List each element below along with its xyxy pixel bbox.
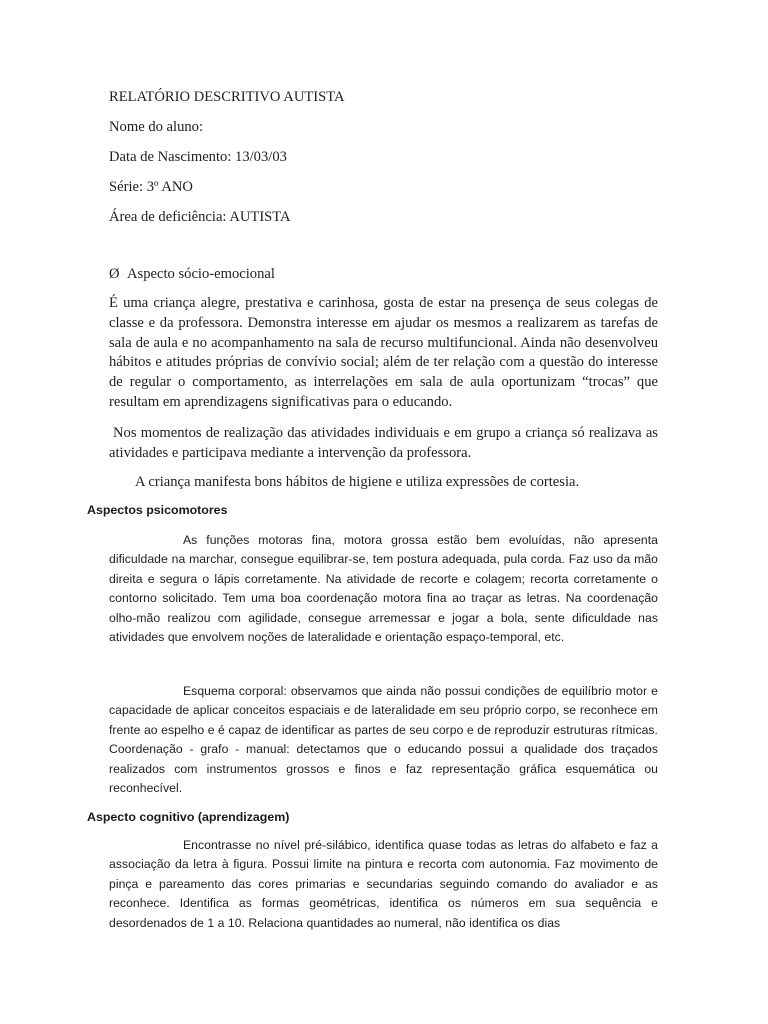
arrow-bullet-icon: Ø bbox=[109, 266, 120, 282]
cognitive-heading: Aspecto cognitivo (aprendizagem) bbox=[87, 810, 290, 824]
student-name-field: Nome do aluno: bbox=[109, 119, 204, 135]
socio-emotional-heading-text: Aspecto sócio-emocional bbox=[127, 266, 275, 282]
grade-field: Série: 3º ANO bbox=[109, 179, 193, 195]
socio-emotional-paragraph-1: É uma criança alegre, prestativa e carinhosa, gosta de estar na presença de seus colegas de classe e da professora. Demonstra interesse em ajudar os mesmos a realizarem as tarefas de sala de aula e no acompanhamento na sala de recurso multifuncional. Ainda não desenvolveu hábitos e atitudes próprias de convívio social; além de ter relação com a questão do interesse de regular o comportamento, as interrelações em sala de aula oportunizam “trocas” que resultam em aprendizagens significativas para o educando. bbox=[109, 295, 658, 410]
socio-emotional-paragraph-3: A criança manifesta bons hábitos de higiene e utiliza expressões de cortesia. bbox=[135, 474, 580, 490]
socio-emotional-paragraph-2: Nos momentos de realização das atividades individuais e em grupo a criança só realizava as atividades e participava mediante a intervenção da professora. bbox=[109, 425, 658, 461]
birth-date-field: Data de Nascimento: 13/03/03 bbox=[109, 149, 287, 165]
psychomotor-paragraph-2: Esquema corporal: observamos que ainda não possui condições de equilíbrio motor e capacidade de aplicar conceitos espaciais e de lateralidade em seu próprio corpo, se reconhece em frente ao espelho e é capaz de identificar as partes de seu corpo e de reproduzir estruturas rítmicas. Coordenação - grafo - manual: detectamos que o educando possui a qualidade dos traçados realizados com instrumentos grossos e finos e faz representação gráfica esquemática ou reconhecível. bbox=[109, 684, 658, 796]
socio-emotional-heading bbox=[109, 266, 275, 283]
psychomotor-heading: Aspectos psicomotores bbox=[87, 503, 228, 517]
disability-area-field: Área de deficiência: AUTISTA bbox=[109, 209, 291, 225]
cognitive-paragraph-1: Encontrasse no nível pré-silábico, identifica quase todas as letras do alfabeto e faz a associação da letra à figura. Possui limite na pintura e recorta com autonomia. Faz movimento de pinça e pareamento das cores primarias e secundarias seguindo comando do avaliador e as reconhece. Identifica as formas geométricas, identifica os números em sua sequência e desordenados de 1 a 10. Relaciona quantidades ao numeral, não identifica os dias bbox=[109, 838, 658, 930]
psychomotor-paragraph-1: As funções motoras fina, motora grossa estão bem evoluídas, não apresenta dificuldade na marchar, consegue equilibrar-se, tem postura adequada, pula corda. Faz uso da mão direita e segura o lápis corretamente. Na atividade de recorte e colagem; recorta corretamente o contorno solicitado. Tem uma boa coordenação motora fina ao traçar as letras. Na coordenação olho-mão realizou com agilidade, consegue arremessar e jogar a bola, sente dificuldade nas atividades que envolvem noções de lateralidade e orientação espaço-temporal, etc. bbox=[109, 533, 658, 645]
document-title: RELATÓRIO DESCRITIVO AUTISTA bbox=[109, 89, 345, 105]
